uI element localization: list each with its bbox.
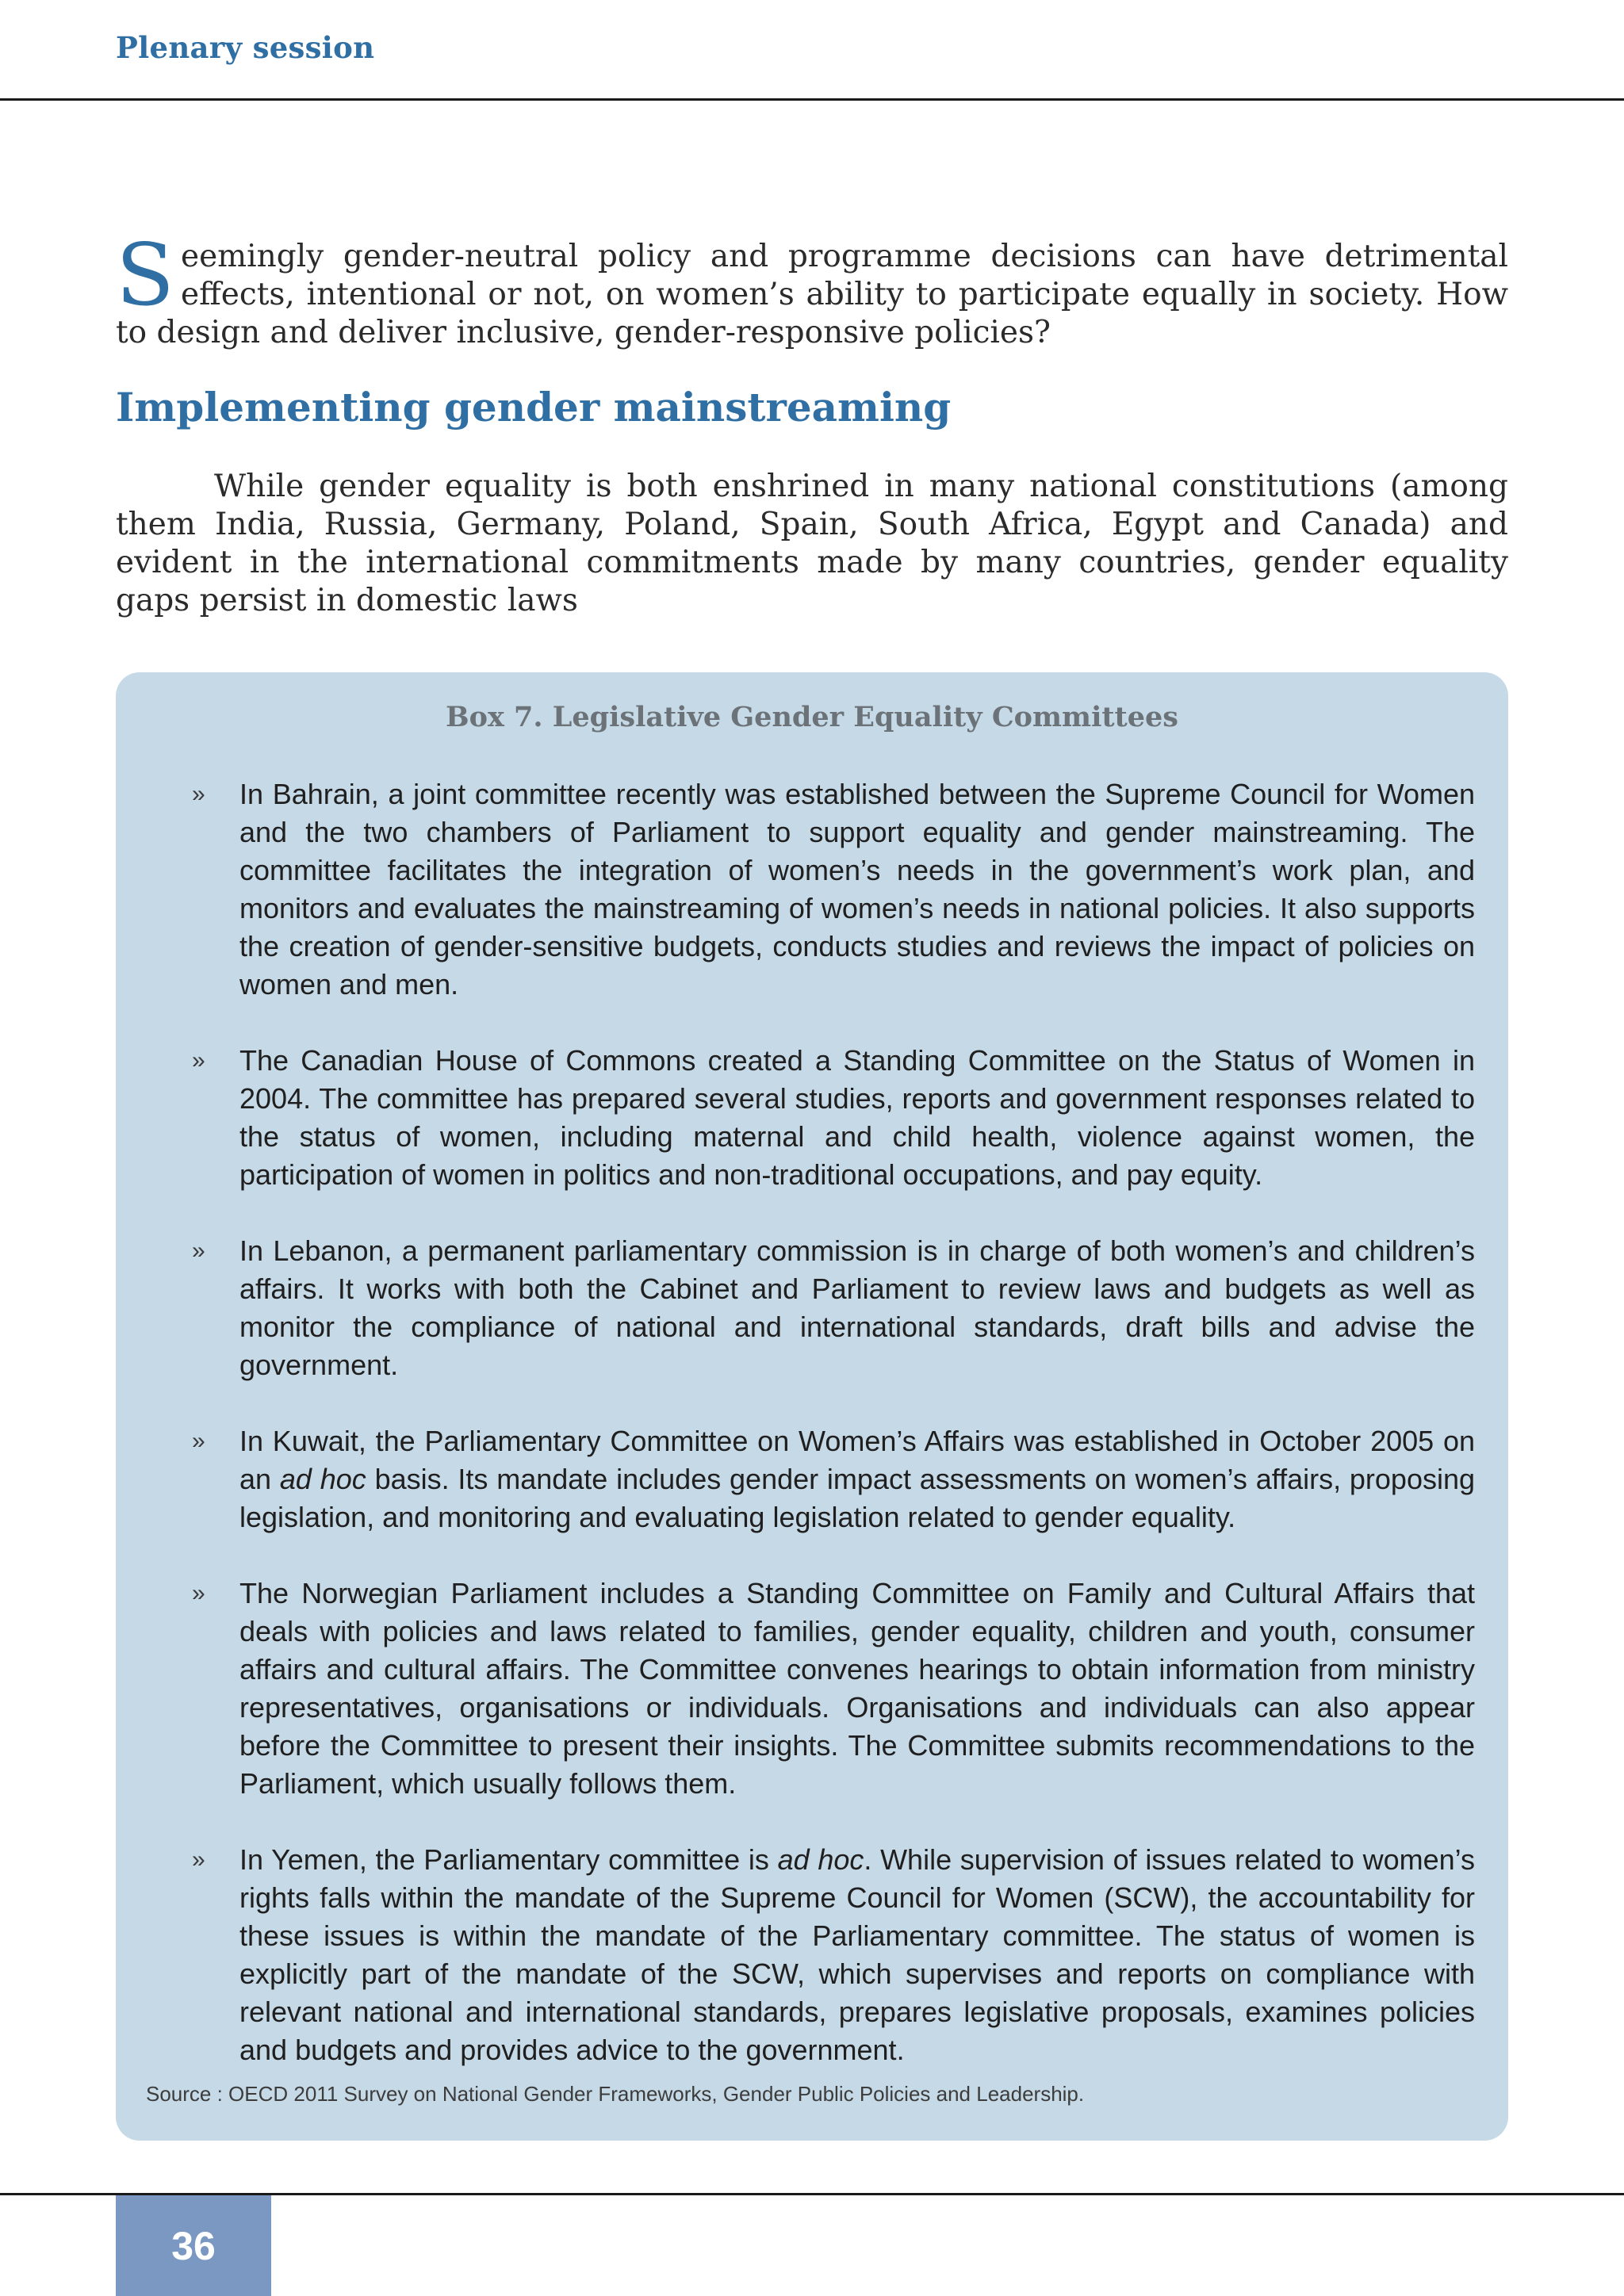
item-text: The Norwegian Parliament includes a Standing Committee on Family and Cultural Affairs that deals with policies and laws related to families, gender equality, children and youth, consumer affairs and cultural affairs. The Committee convenes hearings to obtain information from ministry representatives, organisations or individuals. Organisations and individuals can also appear before the Committee to present their insights. The Committee submits recommendations to the Parliament, which usually follows them. — [239, 1577, 1475, 1800]
bullet-marker: » — [192, 1428, 205, 1454]
intro-paragraph — [116, 226, 1508, 352]
bullet-marker: » — [192, 781, 205, 807]
list-item-kuwait — [116, 1422, 1508, 1536]
bullet-marker: » — [192, 1238, 205, 1264]
running-head: Plenary session — [116, 30, 375, 65]
box-source: Source : OECD 2011 Survey on National Gender Frameworks, Gender Public Policies and Leadership. — [146, 2082, 1085, 2106]
item-text-pre: In Kuwait, the Parliamentary Committee on Women’s Affairs was established in October 2005 on an — [239, 1425, 1475, 1495]
item-text-italic: ad hoc — [777, 1843, 864, 1876]
drop-cap: S — [116, 226, 174, 325]
item-text-post: basis. Its mandate includes gender impact assessments on women’s affairs, proposing legislation, and monitoring and evaluating legislation related to gender equality. — [239, 1463, 1476, 1533]
item-text: In Bahrain, a joint committee recently was established between the Supreme Council for Women and the two chambers of Parliament to support equality and gender mainstreaming. The committee facilitates the integration of women’s needs in the government’s work plan, and monitors and evaluates the mainstreaming of women’s needs in national policies. It also supports the creation of gender-sensitive budgets, conducts studies and reviews the impact of policies on women and men. — [239, 778, 1475, 1001]
list-item-norway — [116, 1575, 1508, 1803]
box-list — [116, 775, 1508, 2107]
list-item-yemen — [116, 1841, 1508, 2069]
intro-text: eemingly gender-neutral policy and programme decisions can have detrimental effects, intentional or not, on women’s ability to participate equally in society. How to design and deliver inclusive, gender-responsive policies? — [116, 239, 1508, 350]
item-text: The Canadian House of Commons created a Standing Committee on the Status of Women in 2004. The committee has prepared several studies, reports and government responses related to the status of women, including maternal and child health, violence against women, the participation of women in politics and non-traditional occupations, and pay equity. — [239, 1044, 1475, 1191]
item-text-pre: In Yemen, the Parliamentary committee is — [239, 1843, 778, 1876]
page-number: 36 — [116, 2195, 271, 2296]
item-text-italic: ad hoc — [279, 1463, 366, 1495]
body-paragraph: While gender equality is both enshrined in many national constitutions (among them India, Russia, Germany, Poland, Spain, South Africa, Egypt and Canada) and evident in the international commitments made by many countries, gender equality gaps persist in domestic laws — [116, 469, 1508, 618]
list-item-lebanon — [116, 1232, 1508, 1384]
box-legislative-committees — [116, 672, 1508, 2141]
list-item-bahrain — [116, 775, 1508, 1004]
section-heading: Implementing gender mainstreaming — [116, 384, 952, 430]
top-rule — [0, 98, 1624, 101]
list-item-canada — [116, 1042, 1508, 1194]
box-title: Box 7. Legislative Gender Equality Committees — [446, 701, 1178, 733]
bullet-marker: » — [192, 1846, 205, 1873]
item-text: In Lebanon, a permanent parliamentary commission is in charge of both women’s and children’s affairs. It works with both the Cabinet and Parliament to review laws and budgets as well as monitor the compliance of national and international standards, draft bills and advise the government. — [239, 1234, 1475, 1381]
bullet-marker: » — [192, 1047, 205, 1073]
bullet-marker: » — [192, 1580, 205, 1606]
item-text-post: . While supervision of issues related to women’s rights falls within the mandate of the Supreme Council for Women (SCW), the accountability for these issues is within the mandate of the Parliamentary committee. The status of women is explicitly part of the mandate of the SCW, which supervises and reports on compliance with relevant national and international standards, prepares legislative proposals, examines policies and budgets and provides advice to the government. — [239, 1843, 1475, 2066]
